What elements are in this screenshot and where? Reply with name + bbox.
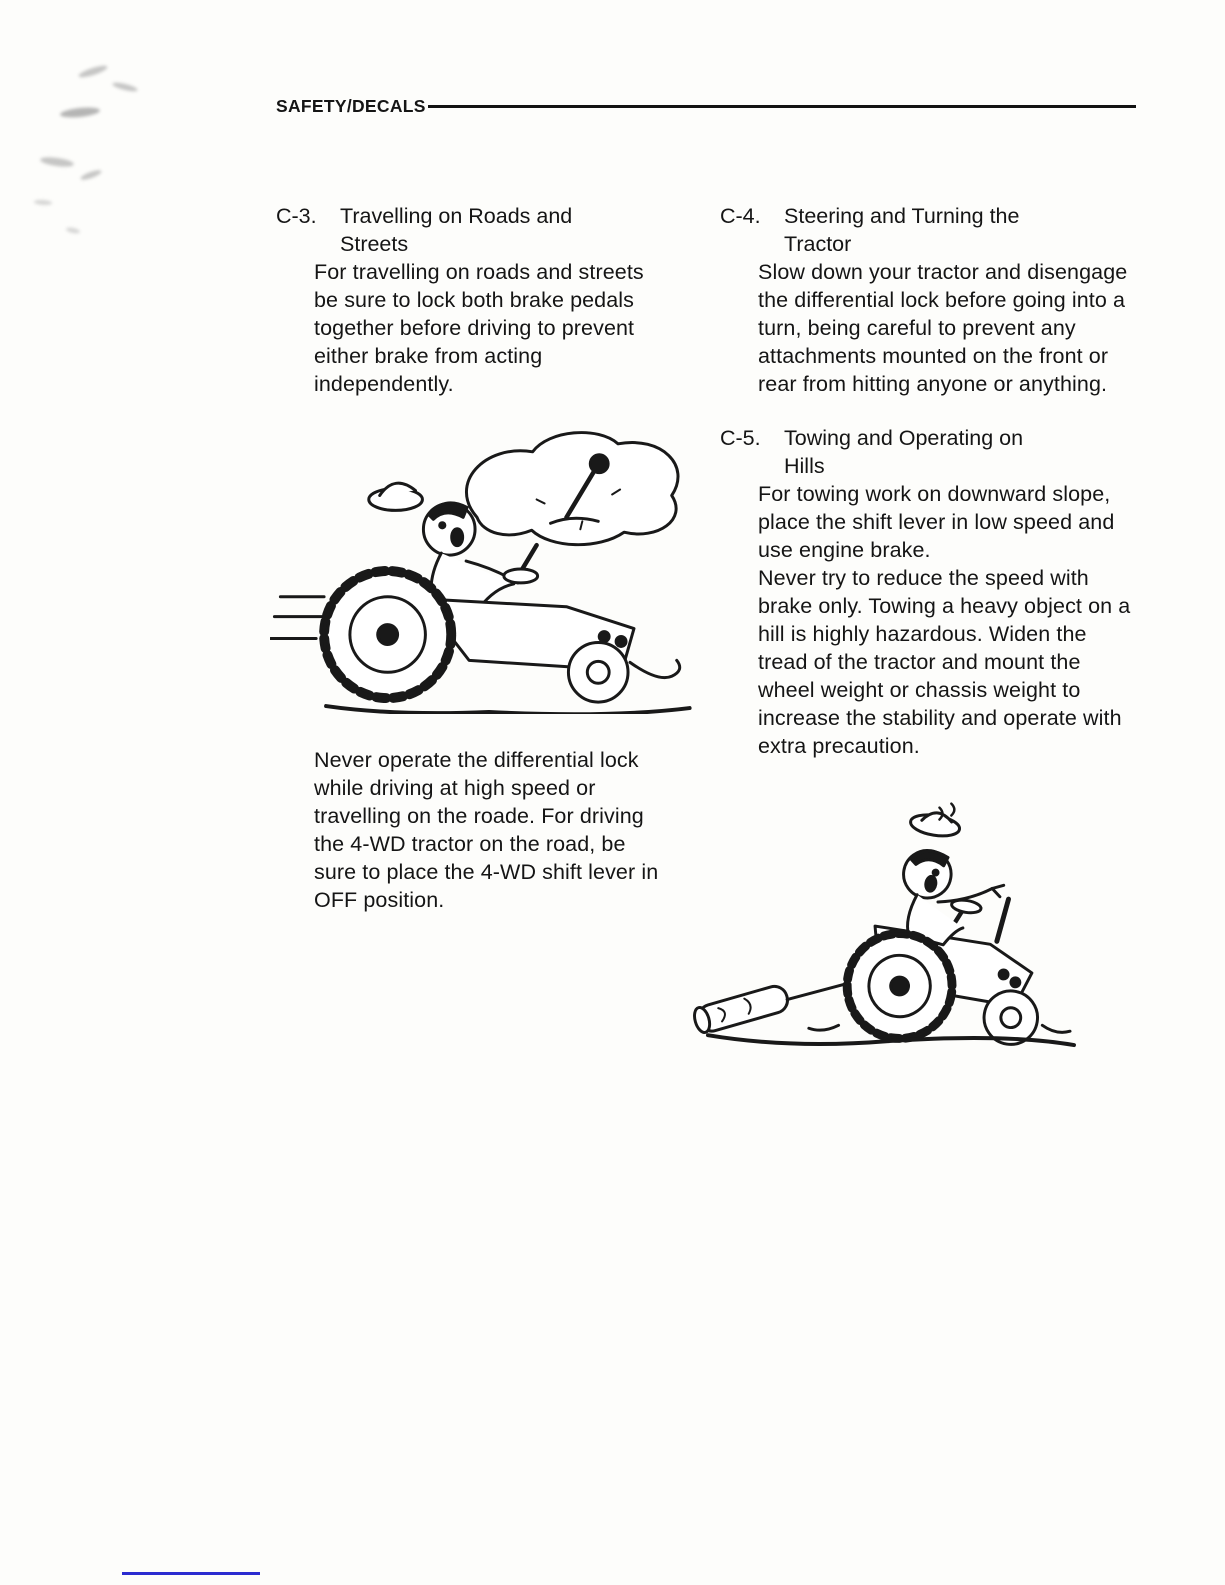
header-rule — [428, 105, 1136, 108]
section-c3-heading — [276, 202, 688, 258]
front-wheel-icon — [568, 642, 628, 702]
flying-hat-icon — [369, 483, 423, 510]
two-column-body — [276, 202, 1156, 1053]
section-c5-number: C-5. — [720, 426, 761, 450]
thought-balloon-icon — [466, 433, 678, 545]
tractor-towing-drawing — [690, 774, 1086, 1053]
scan-smudge — [40, 156, 75, 169]
section-c4-heading — [720, 202, 1156, 258]
section-c4-number: C-4. — [720, 204, 761, 228]
tractor-speeding-drawing — [270, 420, 698, 714]
section-c4-paragraph-1: Slow down your tractor and disengage the differential lock before going into a turn, being careful to prevent any attachments mounted on the front or rear from hitting anyone or anything. — [758, 260, 1128, 396]
tractor-body — [421, 599, 679, 678]
page-header — [276, 96, 1136, 117]
section-c5-heading — [720, 424, 1156, 480]
section-c5-title: Towing and Operating on Hills — [784, 426, 1024, 478]
right-column — [720, 202, 1156, 1053]
scan-smudge — [78, 64, 109, 80]
scan-smudge — [80, 168, 103, 181]
rear-wheel-icon — [324, 571, 451, 698]
scan-smudge — [60, 106, 101, 119]
ground-line — [326, 706, 690, 714]
section-c3-number: C-3. — [276, 204, 317, 228]
section-c3-title: Travelling on Roads and Streets — [340, 204, 573, 256]
scan-smudge — [112, 81, 139, 93]
section-c4 — [720, 202, 1156, 398]
tractor-body — [840, 803, 1067, 1053]
section-c3-paragraph-2: Never operate the differential lock while driving at high speed or travelling on the roade. For driving the 4-WD tractor on the road, be sure to place the 4-WD shift lever in OFF position. — [314, 748, 659, 912]
page-header-title: SAFETY/DECALS — [276, 96, 426, 116]
section-c5-paragraph-2: Never try to reduce the speed with brake only. Towing a heavy object on a hill is highly hazardous. Widen the tread of the tractor and mount the wheel weight or chassis weight to increase the stability and operate with extra precaution. — [758, 566, 1131, 758]
tractor-towing-hill-illustration — [690, 774, 1088, 1053]
scan-blue-line-artifact — [122, 1572, 260, 1575]
scan-artifact-smudges — [20, 50, 190, 250]
section-c3-paragraph-1: For travelling on roads and streets be sure to lock both brake pedals together before driving to prevent either brake from acting independently. — [314, 260, 644, 396]
left-column — [276, 202, 688, 914]
section-c4-title: Steering and Turning the Tractor — [784, 204, 1020, 256]
section-c5-paragraph-1: For towing work on downward slope, place the shift lever in low speed and use engine brake. — [758, 482, 1115, 562]
scan-smudge — [34, 199, 52, 205]
section-c3 — [276, 202, 688, 914]
log-icon — [692, 983, 791, 1035]
section-c5 — [720, 424, 1156, 1053]
scan-smudge — [66, 227, 81, 235]
tractor-speeding-illustration — [270, 420, 698, 714]
